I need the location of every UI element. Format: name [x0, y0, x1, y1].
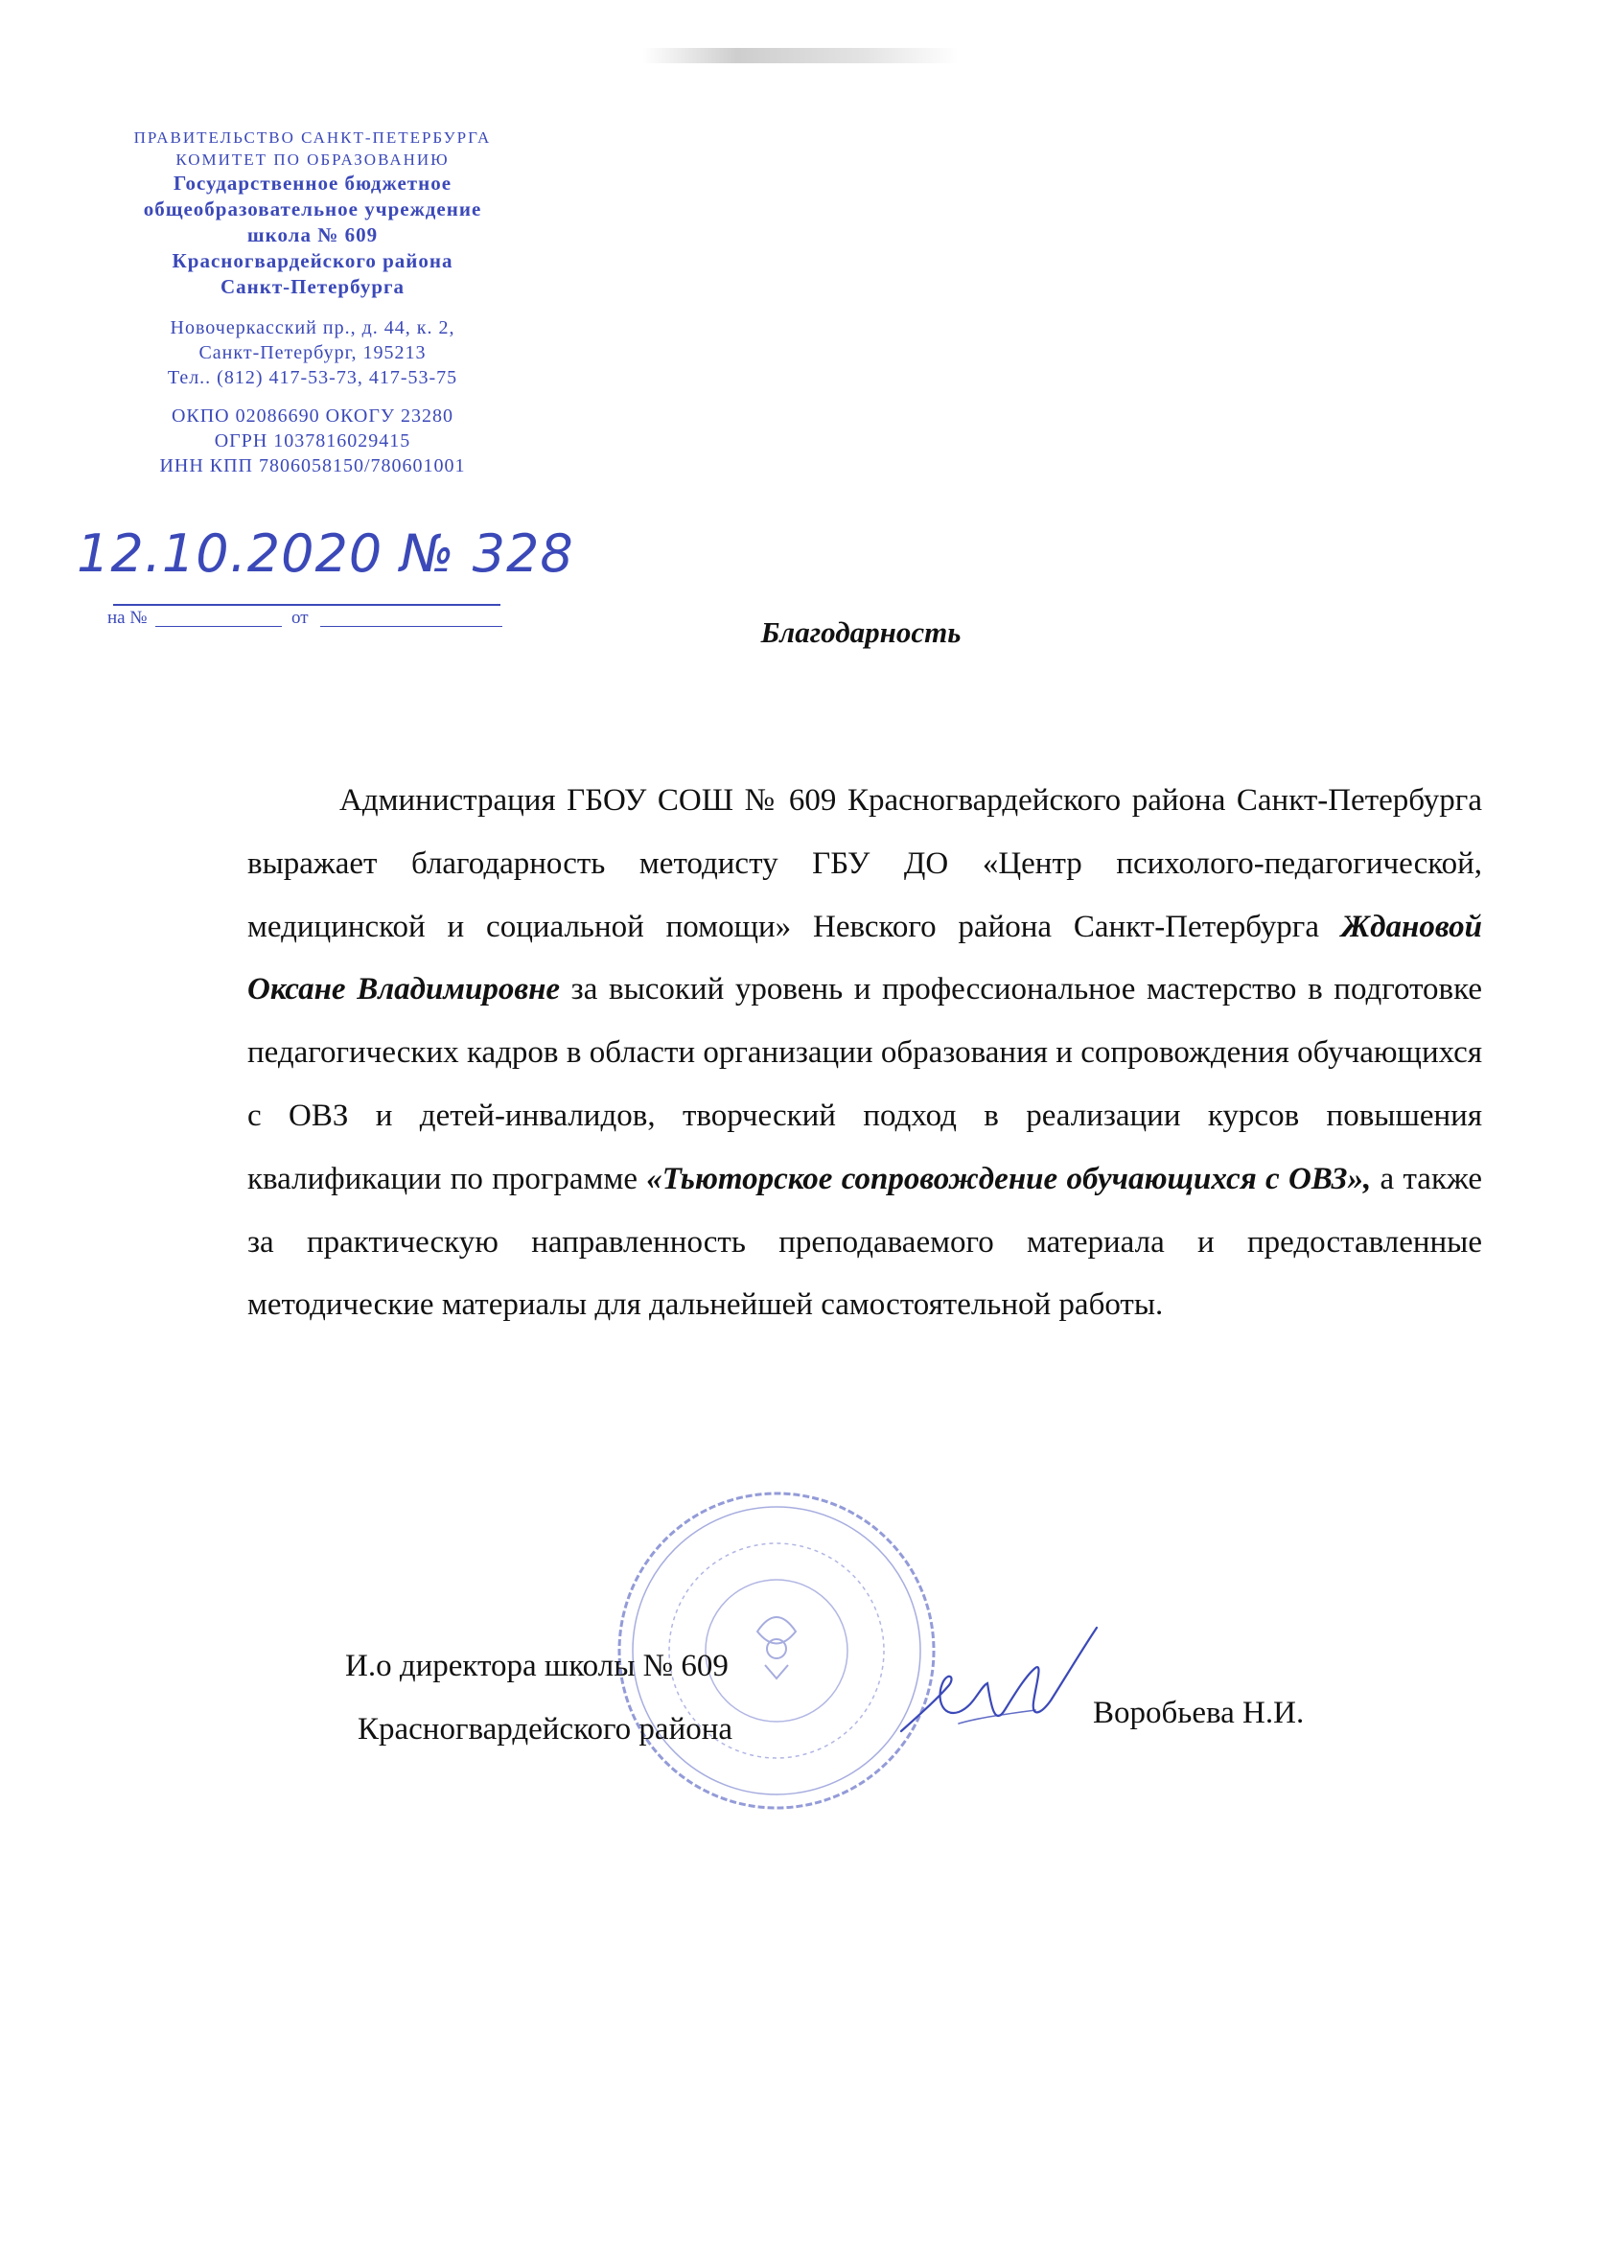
letterhead-address-line2: Санкт-Петербург, 195213 [198, 342, 427, 363]
letterhead-org-line2: общеобразовательное учреждение [143, 197, 482, 220]
registration-underline [113, 604, 500, 606]
signer-position-line1: И.о директора школы № 609 [345, 1649, 729, 1683]
letterhead-okpo: ОКПО 02086690 ОКОГУ 23280 [171, 405, 454, 427]
letterhead-committee: КОМИТЕТ ПО ОБРАЗОВАНИЮ [175, 150, 450, 169]
program-name: «Тьюторское сопровождение обучающихся с ОВЗ», [646, 1161, 1372, 1196]
letterhead-phones: Тел.. (812) 417-53-73, 417-53-75 [167, 367, 458, 388]
document-title-wrap [0, 615, 1624, 650]
letterhead-stamp [92, 127, 533, 478]
body-middle: за высокий уровень и профессиональное мастерство в подготовке педагогических кадров в области организации образования и сопровождения обучающихся с ОВЗ и детей-инвалидов, творческий подход в реализации курсов повышения квалификации по программе [247, 972, 1482, 1196]
letterhead-address-line1: Новочеркасский пр., д. 44, к. 2, [170, 317, 455, 338]
reference-from-label: от [291, 608, 309, 628]
letterhead-ogrn: ОГРН 1037816029415 [214, 430, 411, 451]
signer-position-line2: Красногвардейского района [358, 1712, 733, 1747]
signer-name: Воробьева Н.И. [1093, 1696, 1305, 1730]
letter-body [247, 770, 1482, 1337]
signer-position [345, 1634, 732, 1761]
body-ending: а также за практическую направленность преподаваемого материала и предоставленные методические материалы для дальнейшей самостоятельной работы. [247, 1161, 1482, 1323]
registration-number-handwritten: 12.10.2020 № 328 [77, 523, 574, 584]
letterhead-org-line5: Санкт-Петербурга [220, 275, 406, 298]
document-title: Благодарность [760, 615, 962, 649]
recipient-name: Ждановой Оксане Владимировне [247, 909, 1482, 1007]
letterhead-government: ПРАВИТЕЛЬСТВО САНКТ-ПЕТЕРБУРГА [133, 128, 492, 147]
letterhead-org-line1: Государственное бюджетное [173, 172, 452, 195]
letterhead-org-line4: Красногвардейского района [172, 249, 453, 272]
body-intro: Администрация ГБОУ СОШ № 609 Красногвардейского района Санкт-Петербурга выражает благодарность методисту ГБУ ДО «Центр психолого-педагогической, медицинской и социальной помощи» Невского района Санкт-Петербурга [247, 783, 1482, 944]
handwritten-signature-icon [892, 1618, 1102, 1752]
letterhead-inn: ИНН КПП 7806058150/780601001 [159, 455, 466, 476]
reference-number-label: на № [107, 608, 148, 628]
letterhead-org-line3: школа № 609 [246, 223, 379, 246]
scan-smudge [642, 48, 959, 63]
